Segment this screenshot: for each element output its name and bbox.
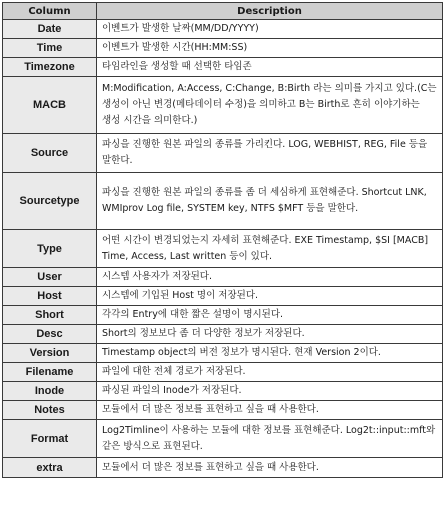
table-row: [3, 344, 443, 363]
column-name-cell: Format: [3, 420, 97, 458]
table-row: [3, 306, 443, 325]
description-cell: 이벤트가 발생한 날짜(MM/DD/YYYY): [97, 20, 443, 39]
description-cell: Timestamp object의 버전 정보가 명시된다. 현재 Version 2이다.: [97, 344, 443, 363]
column-name-cell: extra: [3, 458, 97, 478]
column-name-cell: Notes: [3, 401, 97, 420]
table-row: [3, 77, 443, 134]
description-cell: 파싱을 진행한 원본 파일의 종류를 가리킨다. LOG, WEBHIST, REG, File 등을 말한다.: [97, 134, 443, 173]
column-name-cell: Date: [3, 20, 97, 39]
description-cell: 파싱을 진행한 원본 파일의 종류를 좀 더 세심하게 표현해준다. Shortcut LNK, WMIprov Log file, SYSTEM key, NTFS $MFT 등을 말한다.: [97, 173, 443, 230]
table-row: [3, 58, 443, 77]
column-description-table: [2, 2, 443, 478]
table-row: [3, 20, 443, 39]
column-name-cell: Inode: [3, 382, 97, 401]
table-row: [3, 458, 443, 478]
description-cell: 모듈에서 더 많은 정보를 표현하고 싶을 때 사용한다.: [97, 401, 443, 420]
description-cell: 시스템에 기입된 Host 명이 저장된다.: [97, 287, 443, 306]
description-cell: 어떤 시간이 변경되었는지 자세히 표현해준다. EXE Timestamp, $SI [MACB] Time, Access, Last written 등이 있다.: [97, 230, 443, 268]
column-name-cell: Type: [3, 230, 97, 268]
table-row: [3, 363, 443, 382]
description-cell: 시스템 사용자가 저장된다.: [97, 268, 443, 287]
table-row: [3, 420, 443, 458]
table-row: [3, 268, 443, 287]
column-name-cell: Desc: [3, 325, 97, 344]
column-name-cell: Host: [3, 287, 97, 306]
table-row: [3, 325, 443, 344]
description-cell: 파일에 대한 전체 경로가 저장된다.: [97, 363, 443, 382]
description-cell: 타임라인을 생성할 때 선택한 타임존: [97, 58, 443, 77]
description-cell: Log2Timline이 사용하는 모듈에 대한 정보를 표현해준다. Log2t::input::mft와 같은 방식으로 표현된다.: [97, 420, 443, 458]
table-row: [3, 173, 443, 230]
column-name-cell: MACB: [3, 77, 97, 134]
description-cell: 파싱된 파일의 Inode가 저장된다.: [97, 382, 443, 401]
description-cell: 모듈에서 더 많은 정보를 표현하고 싶을 때 사용한다.: [97, 458, 443, 478]
description-cell: 각각의 Entry에 대한 짧은 설명이 명시된다.: [97, 306, 443, 325]
description-cell: 이벤트가 발생한 시간(HH:MM:SS): [97, 39, 443, 58]
table-row: [3, 134, 443, 173]
header-column: Column: [3, 3, 97, 20]
table-header-row: [3, 3, 443, 20]
column-name-cell: Short: [3, 306, 97, 325]
column-name-cell: Version: [3, 344, 97, 363]
header-description: Description: [97, 3, 443, 20]
column-name-cell: Source: [3, 134, 97, 173]
table-row: [3, 230, 443, 268]
table-row: [3, 401, 443, 420]
description-cell: M:Modification, A:Access, C:Change, B:Birth 라는 의미를 가지고 있다.(C는 생성이 아닌 변경(메타데이터 수정)을 의미하고 B는 Birth로 흔히 이야기하는 생성 시간을 의미한다.): [97, 77, 443, 134]
column-name-cell: Filename: [3, 363, 97, 382]
table-row: [3, 382, 443, 401]
description-cell: Short의 정보보다 좀 더 다양한 정보가 저장된다.: [97, 325, 443, 344]
table-row: [3, 287, 443, 306]
column-name-cell: Sourcetype: [3, 173, 97, 230]
column-name-cell: User: [3, 268, 97, 287]
column-name-cell: Timezone: [3, 58, 97, 77]
column-name-cell: Time: [3, 39, 97, 58]
table-row: [3, 39, 443, 58]
